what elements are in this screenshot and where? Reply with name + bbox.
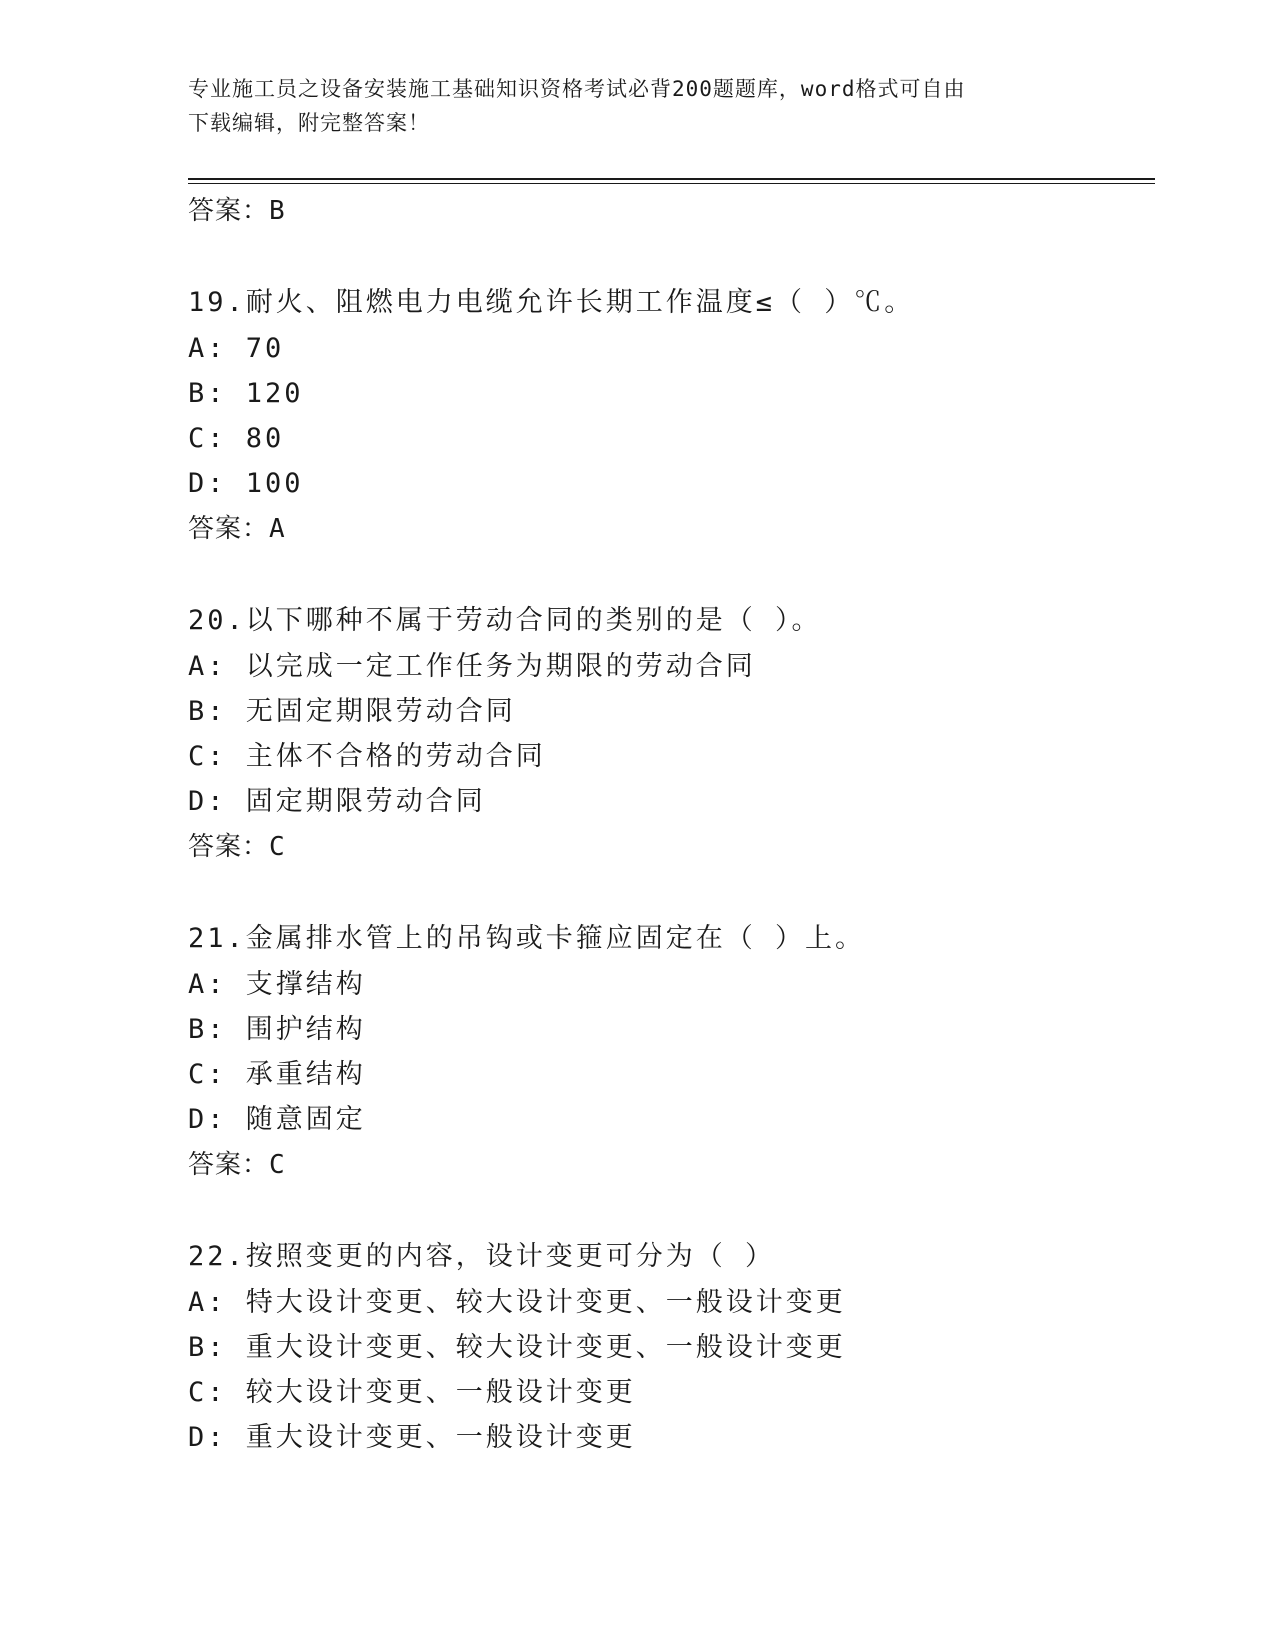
spacer: [188, 870, 1148, 916]
option-b: B: 无固定期限劳动合同: [188, 696, 516, 727]
spacer: [188, 1188, 1148, 1234]
option-d: D: 固定期限劳动合同: [188, 786, 486, 817]
spacer: [188, 234, 1148, 280]
document-header: [188, 72, 1088, 140]
question-text: 22.按照变更的内容，设计变更可分为（ ）: [188, 1241, 776, 1272]
question-21: [188, 916, 1148, 1188]
question-text: 19.耐火、阻燃电力电缆允许长期工作温度≤（ ）℃。: [188, 287, 915, 318]
option-c: C: 较大设计变更、一般设计变更: [188, 1377, 636, 1408]
option-a: A: 以完成一定工作任务为期限的劳动合同: [188, 651, 756, 682]
option-d: D: 重大设计变更、一般设计变更: [188, 1422, 636, 1453]
question-22: [188, 1234, 1148, 1460]
option-b: B: 重大设计变更、较大设计变更、一般设计变更: [188, 1332, 846, 1363]
answer: 答案：C: [188, 1150, 286, 1180]
question-20: [188, 598, 1148, 870]
question-list: [188, 188, 1148, 1460]
option-a: A: 支撑结构: [188, 969, 366, 1000]
header-line-2: 下载编辑，附完整答案！: [188, 111, 430, 135]
option-c: C: 主体不合格的劳动合同: [188, 741, 546, 772]
question-text: 21.金属排水管上的吊钩或卡箍应固定在（ ）上。: [188, 923, 866, 954]
previous-answer: 答案：B: [188, 196, 286, 226]
spacer: [188, 552, 1148, 598]
option-a: A: 特大设计变更、较大设计变更、一般设计变更: [188, 1287, 846, 1318]
option-b: B: 围护结构: [188, 1014, 366, 1045]
header-rule-thick: [188, 178, 1155, 180]
option-b: B: 120: [188, 378, 304, 409]
answer: 答案：C: [188, 832, 286, 862]
answer: 答案：A: [188, 514, 286, 544]
option-d: D: 100: [188, 468, 304, 499]
option-c: C: 80: [188, 423, 285, 454]
header-rule-thin: [188, 183, 1155, 184]
question-19: [188, 280, 1148, 552]
question-text: 20.以下哪种不属于劳动合同的类别的是（ ）。: [188, 605, 822, 636]
option-c: C: 承重结构: [188, 1059, 366, 1090]
option-a: A: 70: [188, 333, 285, 364]
header-line-1: 专业施工员之设备安装施工基础知识资格考试必背200题题库，word格式可自由: [188, 77, 966, 101]
option-d: D: 随意固定: [188, 1104, 366, 1135]
